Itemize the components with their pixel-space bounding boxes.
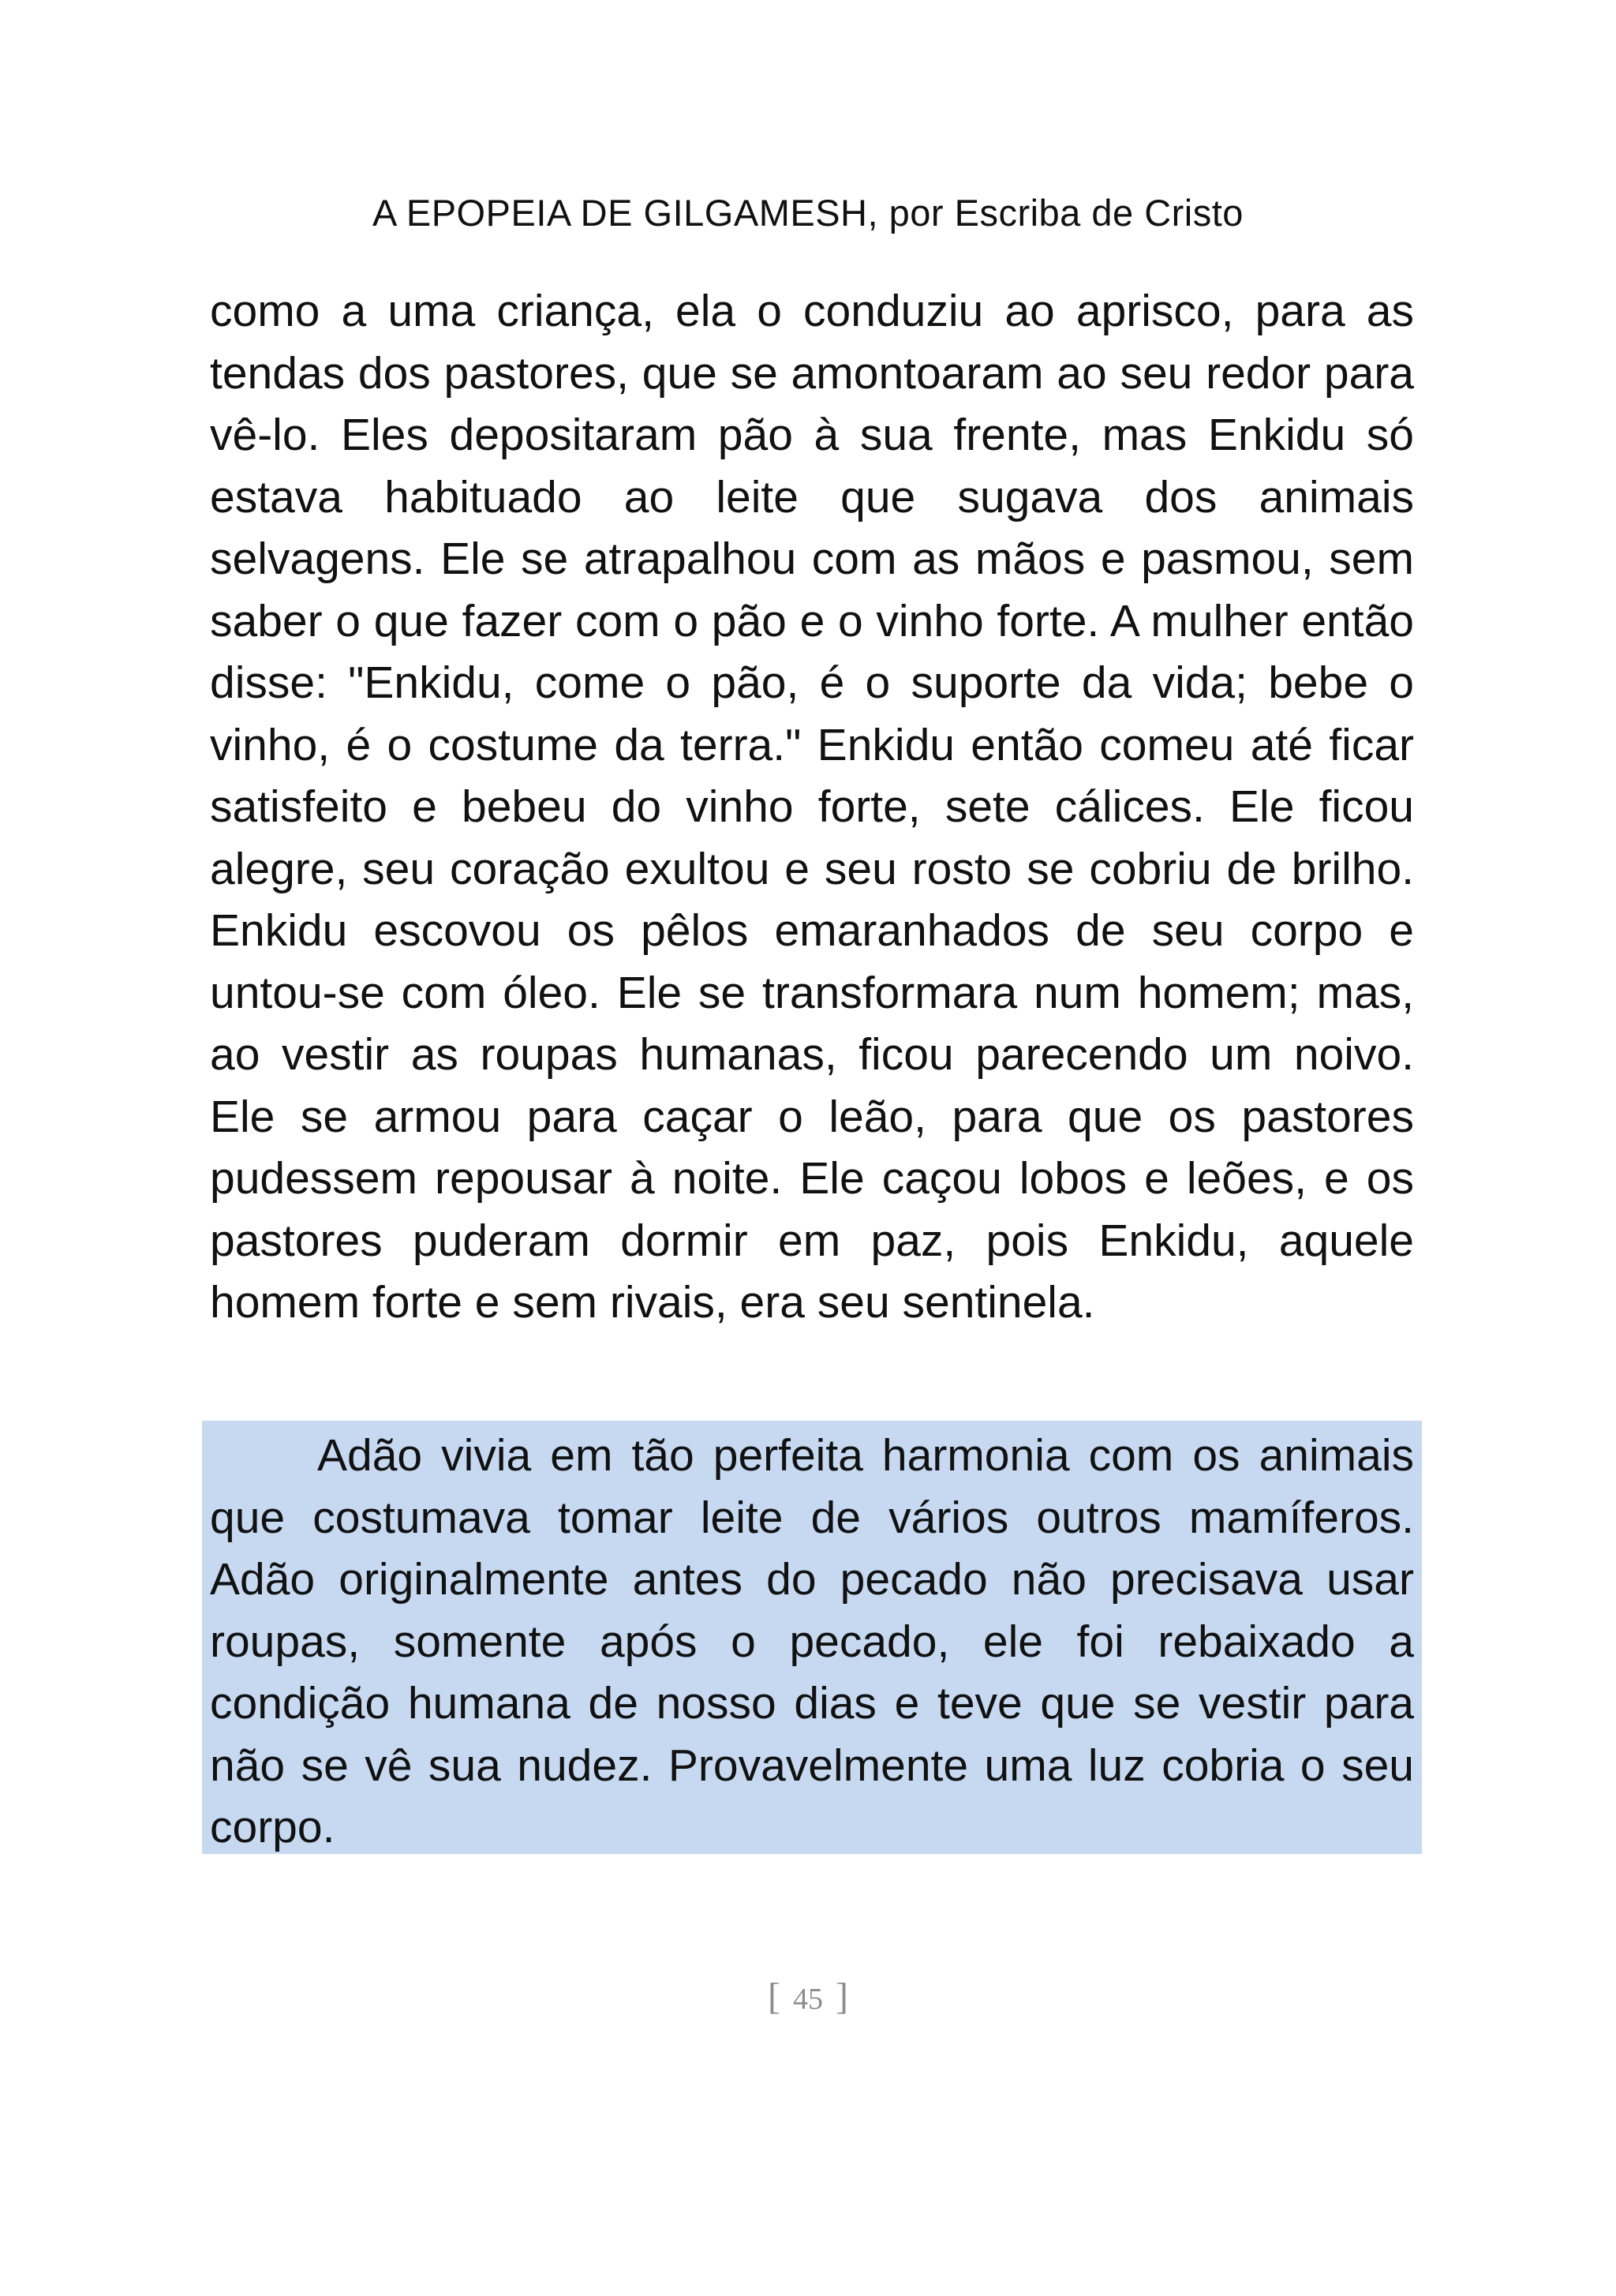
page-number-bracket-close: ]: [836, 1976, 848, 2017]
running-header: A EPOPEIA DE GILGAMESH, por Escriba de Cristo: [372, 192, 1244, 234]
page-number: [0, 1973, 1616, 2023]
body-paragraph: como a uma criança, ela o conduziu ao aprisco, para as tendas dos pastores, que se amontoaram ao seu redor para vê-lo. Eles depositaram pão à sua frente, mas Enkidu só estava habituado ao leite que sugava dos animais selvagens. Ele se atrapalhou com as mãos e pasmou, sem saber o que fazer com o pão e o vinho forte. A mulher então disse: "Enkidu, come o pão, é o suporte da vida; bebe o vinho, é o costume da terra." Enkidu então comeu até ficar satisfeito e bebeu do vinho forte, sete cálices. Ele ficou alegre, seu coração exultou e seu rosto se cobriu de brilho. Enkidu escovou os pêlos emaranhados de seu corpo e untou-se com óleo. Ele se transformara num homem; mas, ao vestir as roupas humanas, ficou parecendo um noivo. Ele se armou para caçar o leão, para que os pastores pudessem repousar à noite. Ele caçou lobos e leões, e os pastores puderam dormir em paz, pois Enkidu, aquele homem forte e sem rivais, era seu sentinela.: [210, 286, 1414, 1328]
page-number-value: 45: [793, 1983, 823, 2016]
highlighted-commentary-box: [202, 1421, 1422, 1854]
commentary-paragraph: Adão vivia em tão perfeita harmonia com os animais que costumava tomar leite de vários outros mamíferos. Adão originalmente antes do pecado não precisava usar roupas, somente após o pecado, ele foi rebaixado a condição humana de nosso dias e teve que se vestir para não se vê sua nudez. Provavelmente uma luz cobria o seu corpo.: [210, 1430, 1414, 1852]
page-number-bracket-open: [: [768, 1976, 780, 2017]
